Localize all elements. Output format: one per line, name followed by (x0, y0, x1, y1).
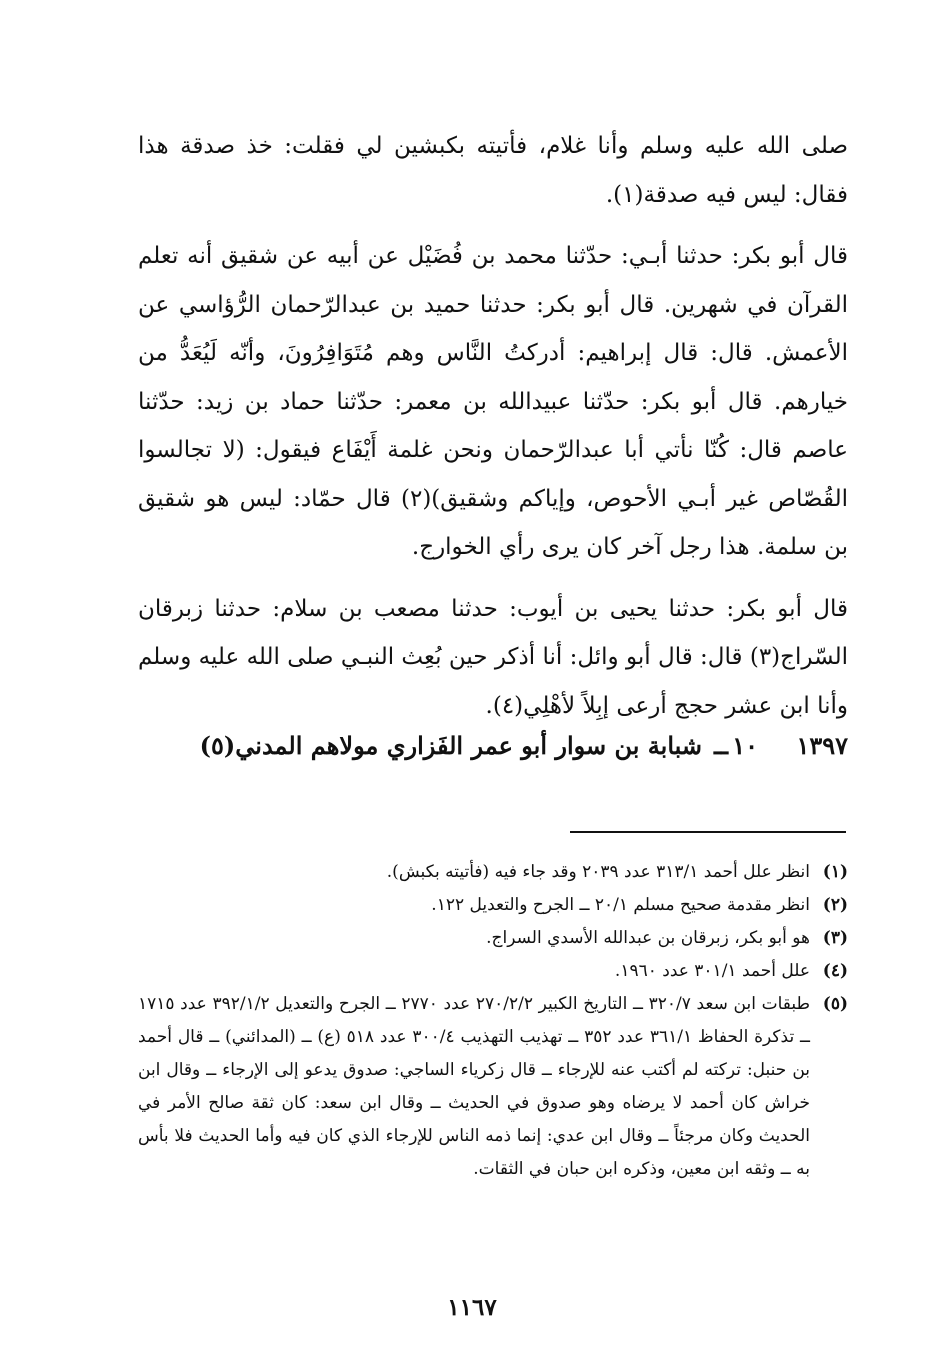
footnotes (138, 856, 848, 1186)
entry-heading (138, 720, 848, 772)
entry-number: ١٣٩٧ (796, 731, 848, 760)
footnote-5 (138, 988, 848, 1186)
footnote-number: (٤) (822, 961, 848, 981)
footnote-number: (٢) (822, 895, 848, 915)
footnote-text: انظر مقدمة صحيح مسلم ٢٠/١ ــ الجرح والتعديل ١٢٢. (431, 895, 810, 915)
entry-title: شبابة بن سوار أبو عمر الفَزاري مولاهم المدني(٥) (199, 731, 702, 760)
page-number: ١١٦٧ (447, 1294, 497, 1321)
footnote-text: طبقات ابن سعد ٣٢٠/٧ ــ التاريخ الكبير ٢٧٠/٢/٢ عدد ٢٧٧٠ ــ الجرح والتعديل ٣٩٢/١/٢ عدد ١٧١٥ ــ تذكرة الحفاظ ٣٦١/١ عدد ٣٥٢ ــ تهذيب التهذيب ٣٠٠/٤ عدد ٥١٨ (ع) ــ (المدائني) ــ قال أحمد بن حنبل: تركته لم أكتب عنه للإرجاء ــ قال زكرياء الساجي: صدوق يدعو إلى الإرجاء ــ وقال ابن خراش كان أحمد لا يرضاه وهو صدوق في الحديث ــ وقال ابن سعد: كان ثقة صالح الأمر في الحديث وكان مرجئاً ــ وقال ابن عدي: إنما ذمه الناس للإرجاء الذي كان فيه وأما الحديث فلا بأس به ــ وثقه ابن معين، وذكره ابن حبان في الثقات. (138, 994, 811, 1179)
entry-dash: ــ (713, 731, 728, 760)
entry-sub-number: ١٠ (732, 731, 758, 760)
paragraph-2: قال أبو بكر: حدثنا أبـي: حدّثنا محمد بن فُضَيْل عن أبيه عن شقيق أنه تعلم القرآن في شهرين. قال أبو بكر: حدثنا حميد بن عبدالرّحمان الرُّؤاسي عن الأعمش. قال: قال إبراهيم: أدركتُ النَّاس وهم مُتَوَافِرُونَ، وأنّه لَيُعَدُّ من خيارهم. قال أبو بكر: حدّثنا عبيدالله بن معمر: حدّثنا حماد بن زيد: حدّثنا عاصم قال: كُنّا نأتي أبا عبدالرّحمان ونحن غلمة أَيْفَاع فيقول: (لا تجالسوا القُصّاص غير أبـي الأحوص، وإياكم وشقيق)(٢) قال حمّاد: ليس هو شقيق بن سلمة. هذا رجل آخر كان يرى رأي الخوارج. (138, 243, 848, 560)
footnote-4 (138, 955, 848, 988)
footnote-3 (138, 922, 848, 955)
footnote-text: هو أبو بكر، زبرقان بن عبدالله الأسدي السراج. (486, 928, 810, 948)
main-text (138, 122, 848, 730)
footnote-1 (138, 856, 848, 889)
footnote-2 (138, 889, 848, 922)
footnote-text: انظر علل أحمد ٣١٣/١ عدد ٢٠٣٩ وقد جاء فيه (فأتيته بكبش). (386, 862, 810, 882)
footnote-number: (٥) (822, 994, 848, 1014)
footnote-text: علل أحمد ٣٠١/١ عدد ١٩٦٠. (614, 961, 810, 981)
footnote-number: (٣) (822, 928, 848, 948)
footnote-separator (570, 831, 846, 833)
paragraph-1: صلى الله عليه وسلم وأنا غلام، فأتيته بكبشين لي فقلت: خذ صدقة هذا فقال: ليس فيه صدقة(١). (138, 133, 848, 208)
footnote-number: (١) (822, 862, 848, 882)
paragraph-3: قال أبو بكر: حدثنا يحيى بن أيوب: حدثنا مصعب بن سلام: حدثنا زبرقان السّراج(٣) قال: قال أبو وائل: أنا أذكر حين بُعِث النبـي صلى الله عليه وسلم وأنا ابن عشر حجج أرعى إبِلاً لأهْلِي(٤). (138, 595, 848, 719)
